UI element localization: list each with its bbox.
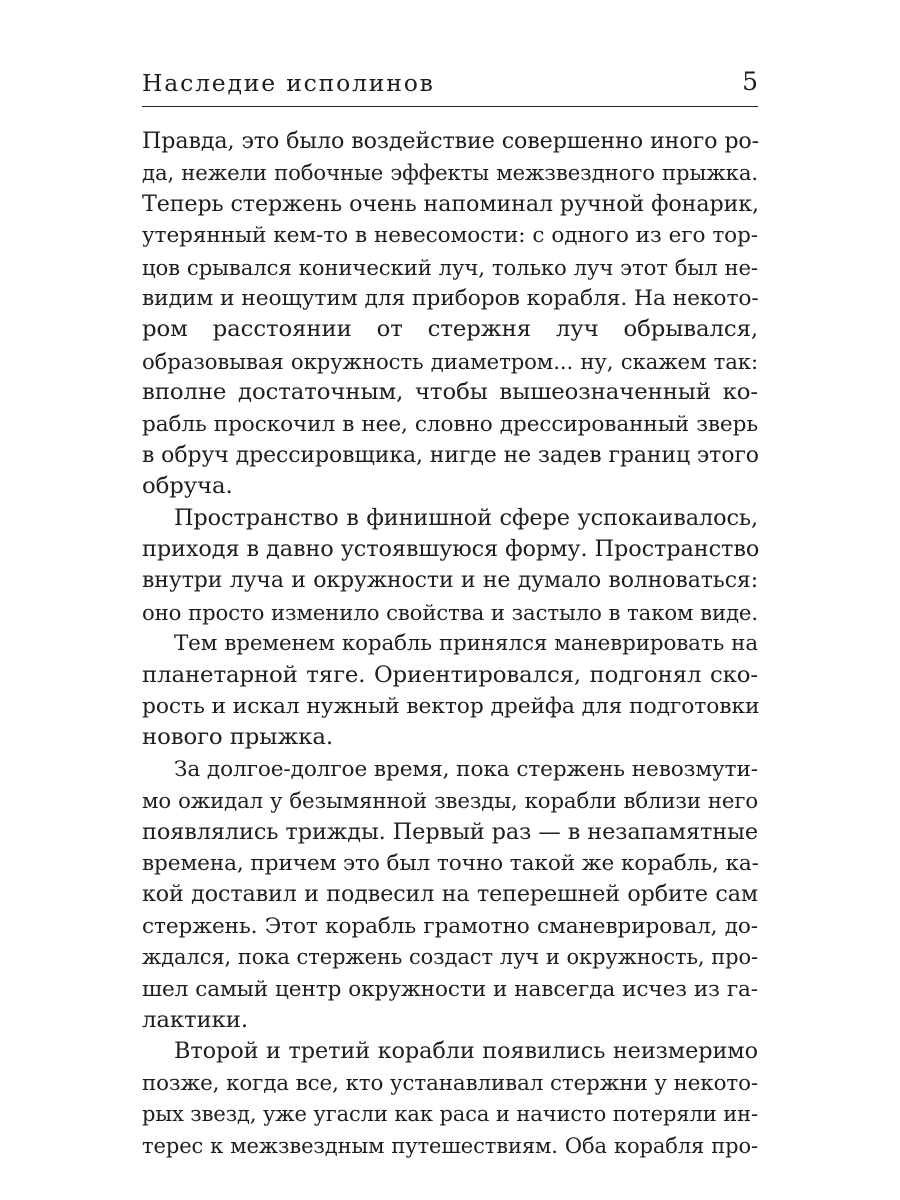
text-line: кой доставил и подвесил на теперешней орбите сам <box>142 881 758 908</box>
text-line: рых звезд, уже угасли как раса и начисто потеряли ин- <box>142 1102 758 1127</box>
text-line: рабль проскочил в нее, словно дрессированный зверь <box>142 411 758 437</box>
text-line: рость и искал нужный вектор дрейфа для подготовки <box>142 694 760 720</box>
text-line: цов срывался конический луч, только луч этот был не- <box>142 254 758 280</box>
text-line: утерянный кем-то в невесомости: с одного из его тор- <box>142 223 758 249</box>
text-line: ром расстоянии от стержня луч обрывался, <box>142 316 758 343</box>
text-line: в обруч дрессировщика, нигде не задев границ этого <box>142 442 759 468</box>
text-line: Тем временем корабль принялся маневрировать на <box>174 631 758 657</box>
page-number: 5 <box>742 67 758 96</box>
text-line: образовывая окружность диаметром... ну, скажем так: <box>142 348 758 374</box>
text-line: Теперь стержень очень напоминал ручной фонарик, <box>142 190 759 217</box>
text-line: лактики. <box>142 1006 249 1033</box>
text-line: внутри луча и окружности и не думало волноваться: <box>142 568 758 594</box>
text-line: времена, причем это был точно такой же корабль, ка- <box>142 850 759 876</box>
book-title: Наследие исполинов <box>142 69 435 97</box>
text-line: да, нежели побочные эффекты межзвездного прыжка. <box>142 160 758 186</box>
text-line: позже, когда все, кто устанавливал стержни у некото- <box>142 1070 758 1096</box>
text-line: нового прыжка. <box>142 724 333 751</box>
text-line: Правда, это было воздействие совершенно иного ро- <box>142 128 760 154</box>
text-line: Пространство в финишной сфере успокаивалось, <box>174 504 758 531</box>
text-line: мо ожидал у безымянной звезды, корабли вблизи него <box>142 788 758 814</box>
text-line: оно просто изменило свойства и застыло в таком виде. <box>142 599 758 625</box>
text-line: стержень. Этот корабль грамотно сманеврировал, до- <box>142 913 758 939</box>
text-line: За долгое-долгое время, пока стержень невозмути- <box>174 756 758 782</box>
text-line: появлялись трижды. Первый раз — в незапамятные <box>142 818 758 845</box>
text-line: Второй и третий корабли появились неизмеримо <box>174 1038 758 1065</box>
text-line: видим и неощутим для приборов корабля. На некото- <box>142 285 759 311</box>
text-line: терес к межзвездным путешествиям. Оба корабля про- <box>142 1133 758 1158</box>
text-line: шел самый центр окружности и навсегда исчез из га- <box>142 976 758 1002</box>
text-line: планетарной тяге. Ориентировался, подгонял ско- <box>142 661 758 688</box>
running-header <box>142 66 758 107</box>
text-line: приходя в давно устоявшуюся форму. Пространство <box>142 536 760 563</box>
body-text <box>142 126 758 1162</box>
text-line: ждался, пока стержень создаст луч и окружность, про- <box>142 945 758 970</box>
text-line: вполне достаточным, чтобы вышеозначенный ко- <box>142 379 758 406</box>
text-line: обруча. <box>142 473 233 500</box>
